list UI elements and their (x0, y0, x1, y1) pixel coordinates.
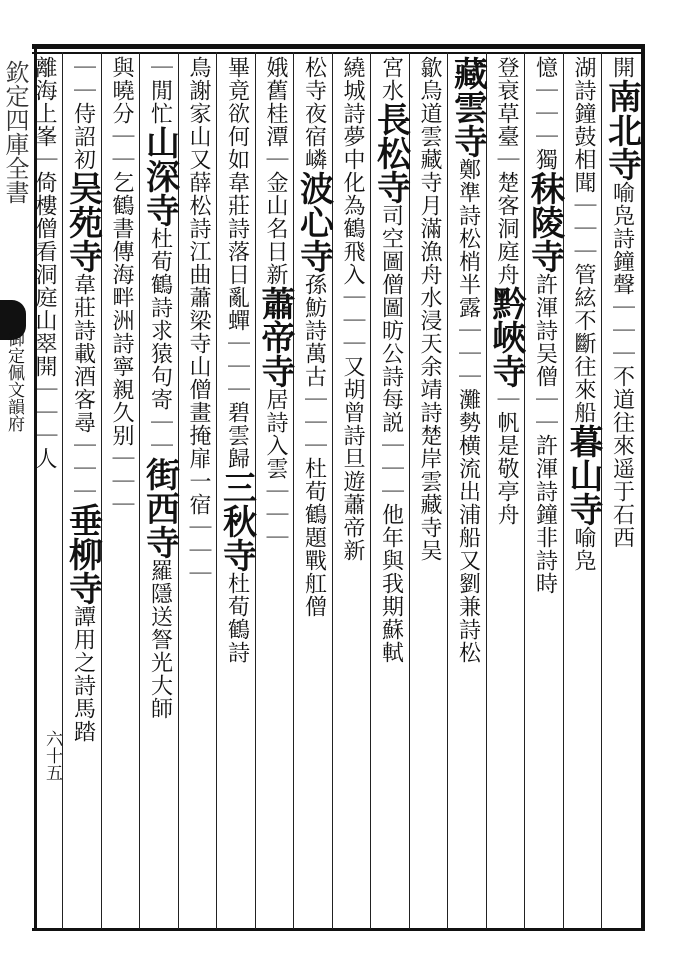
book-label: 御定佩文韻府 (4, 330, 24, 432)
text-segment: 鳥謝家山又薛松詩江曲蕭梁寺山僧畫掩扉 (186, 56, 211, 470)
text-column (602, 56, 642, 926)
text-segment: 離海上峯 (32, 56, 57, 148)
text-column (371, 56, 411, 926)
top-border-inner (32, 52, 644, 54)
text-column (563, 56, 603, 926)
text-segment: 娥舊桂潭 (263, 56, 288, 148)
text-column (486, 56, 526, 926)
text-segment: 孫魴詩萬古｜｜｜ (301, 273, 327, 457)
temple-heading: 黔峽寺 (486, 286, 526, 388)
temple-heading: 三秋寺 (216, 470, 257, 572)
text-column (24, 56, 64, 926)
text-segment: ｜｜乞鶴書傳海畔洲 (109, 125, 134, 332)
text-segment: 畢竟欲何如韋莊詩落日亂蟬｜｜｜碧雲歸 (224, 56, 250, 470)
text-segment: 韋莊詩載酒客尋｜｜｜ (70, 273, 96, 503)
text-segment: 許渾詩吴僧｜｜許渾詩鐘非 (532, 273, 558, 549)
text-segment: 登衰草臺 (494, 56, 519, 148)
text-segment: ｜帆是敬亭舟 (494, 388, 519, 526)
text-segment: 宮水 (378, 56, 404, 102)
temple-heading: 暮山寺 (563, 424, 603, 526)
text-column (217, 56, 257, 926)
text-segment: 開 (609, 56, 635, 79)
text-segment: 杜荀鶴詩 (224, 572, 250, 664)
text-segment: 嶙 (301, 148, 327, 171)
text-segment: ｜楚客洞庭舟 (494, 148, 519, 286)
folio-number: 六十五 (42, 730, 62, 781)
text-column (63, 56, 103, 926)
text-column (332, 56, 372, 926)
text-segment: 鄭準詩松梢半露｜｜｜灘勢横流出浦船又劉兼詩松 (455, 158, 481, 664)
temple-heading: 秣陵寺 (524, 171, 565, 273)
temple-heading: 山深寺 (139, 125, 180, 227)
text-segment: 居詩入雲｜｜｜ (263, 388, 288, 549)
text-segment: 詩時 (532, 549, 558, 595)
margin-title: 欽定四庫全書 (1, 60, 29, 204)
text-segment: ｜｜侍詔初 (70, 56, 96, 171)
temple-heading: 藏雲寺 (447, 56, 488, 158)
text-segment: 松寺夜宿 (301, 56, 327, 148)
text-segment: 一宿｜｜｜ (186, 470, 211, 585)
text-segment: 詩寧親久别｜｜｜ (109, 332, 134, 516)
text-column (101, 56, 141, 926)
bottom-border (32, 928, 644, 931)
text-segment: 喻凫 (571, 526, 596, 572)
text-column (294, 56, 334, 926)
text-segment: 喻凫詩鐘聲｜｜｜不道往來遥于石西 (609, 181, 635, 549)
text-segment: ｜閒忙 (147, 56, 173, 125)
text-segment: 司空圖僧圖昉公詩每説｜｜｜他年與我期蘇軾 (378, 204, 404, 664)
text-segment: 羅隱送詧光大師 (147, 559, 173, 720)
text-segment: 繞城 (340, 56, 365, 102)
temple-heading: 吴苑寺 (62, 171, 103, 273)
text-column (255, 56, 295, 926)
text-column (140, 56, 180, 926)
temple-heading: 垂柳寺 (62, 503, 103, 605)
temple-heading: 波心寺 (293, 171, 334, 273)
text-segment: 憶｜｜｜獨 (532, 56, 558, 171)
text-segment: 歙烏道雲藏寺月滿漁舟水浸天余靖詩楚岸雲藏寺吴 (417, 56, 442, 562)
text-column (525, 56, 565, 926)
text-segment: ｜金山名日新 (263, 148, 288, 286)
text-column (448, 56, 488, 926)
text-column (178, 56, 218, 926)
temple-heading: 長松寺 (370, 102, 411, 204)
text-segment: 杜荀鶴詩求猿句寄｜｜ (147, 227, 173, 457)
text-segment: ｜倚樓僧看洞庭山 (32, 148, 57, 332)
text-segment: 湖詩鐘鼓相聞｜｜｜管絃不斷往來船 (571, 56, 596, 424)
temple-heading: 南北寺 (601, 79, 642, 181)
temple-heading: 蕭帝寺 (255, 286, 295, 388)
text-column (409, 56, 449, 926)
text-segment: 翠開｜｜｜人 (32, 332, 57, 470)
text-segment: 與曉分 (109, 56, 134, 125)
temple-heading: 街西寺 (139, 457, 180, 559)
text-segment: 譚用之詩馬踏 (70, 605, 96, 743)
text-segment: 杜荀鶴題戰舡僧 (301, 457, 327, 618)
top-border (32, 44, 644, 49)
text-segment: 詩夢中化為鶴飛入｜｜｜又胡曾詩旦遊蕭帝新 (340, 102, 365, 562)
right-border (641, 44, 645, 931)
